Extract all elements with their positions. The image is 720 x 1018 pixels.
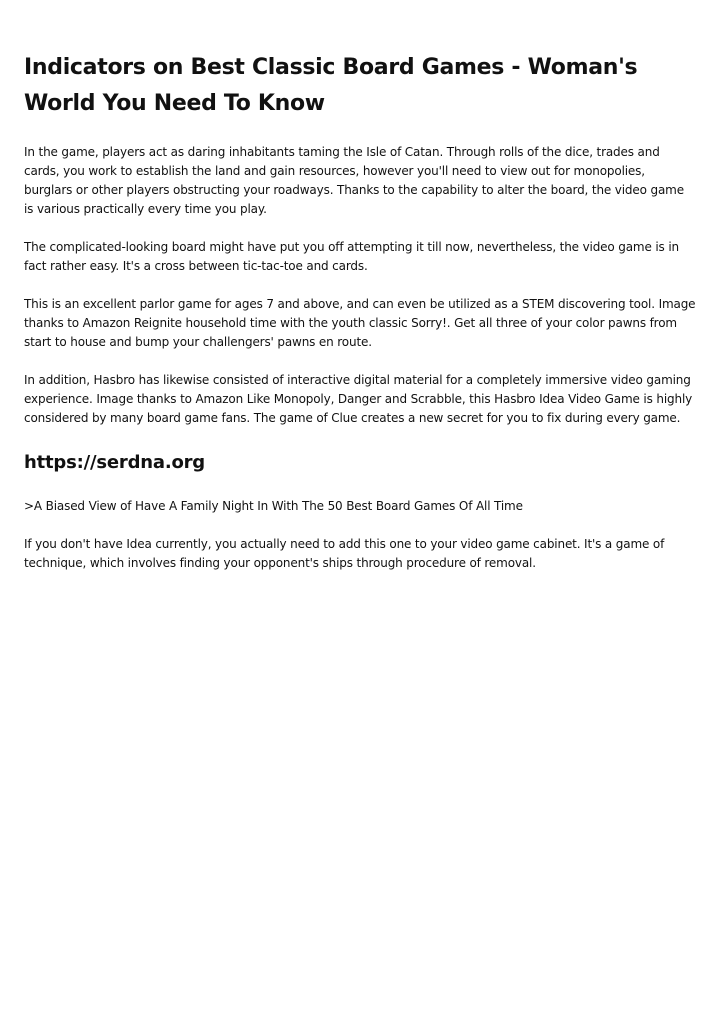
section-heading-url[interactable] xyxy=(24,450,696,476)
article-title: Indicators on Best Classic Board Games - Woman's World You Need To Know xyxy=(24,55,638,116)
paragraph-parlor-game: This is an excellent parlor game for ages 7 and above, and can even be utilized as a STEM discovering tool. Image thanks to Amazon Reignite household time with the youth classic Sorry!. Get all three of your color pawns from start to house and bump your challengers' pawns en route. xyxy=(24,297,696,349)
link-line: >A Biased View of Have A Family Night In With The 50 Best Board Games Of All Time xyxy=(24,499,523,513)
serdna-link[interactable]: https://serdna.org xyxy=(24,452,205,473)
paragraph-closing: If you don't have Idea currently, you actually need to add this one to your video game cabinet. It's a game of technique, which involves finding your opponent's ships through procedure of removal. xyxy=(24,537,665,570)
paragraph-complicated-board: The complicated-looking board might have put you off attempting it till now, nevertheless, the video game is in fact rather easy. It's a cross between tic-tac-toe and cards. xyxy=(24,240,679,273)
paragraph-hasbro: In addition, Hasbro has likewise consisted of interactive digital material for a completely immersive video gaming experience. Image thanks to Amazon Like Monopoly, Danger and Scrabble, this Hasbro Idea Video Game is highly considered by many board game fans. The game of Clue creates a new secret for you to fix during every game. xyxy=(24,373,693,425)
paragraph-catan: In the game, players act as daring inhabitants taming the Isle of Catan. Through rolls of the dice, trades and cards, you work to establish the land and gain resources, however you'll need to view out for monopolies, burglars or other players obstructing your roadways. Thanks to the capability to alter the board, the video game is various practically every time you play. xyxy=(24,145,684,216)
